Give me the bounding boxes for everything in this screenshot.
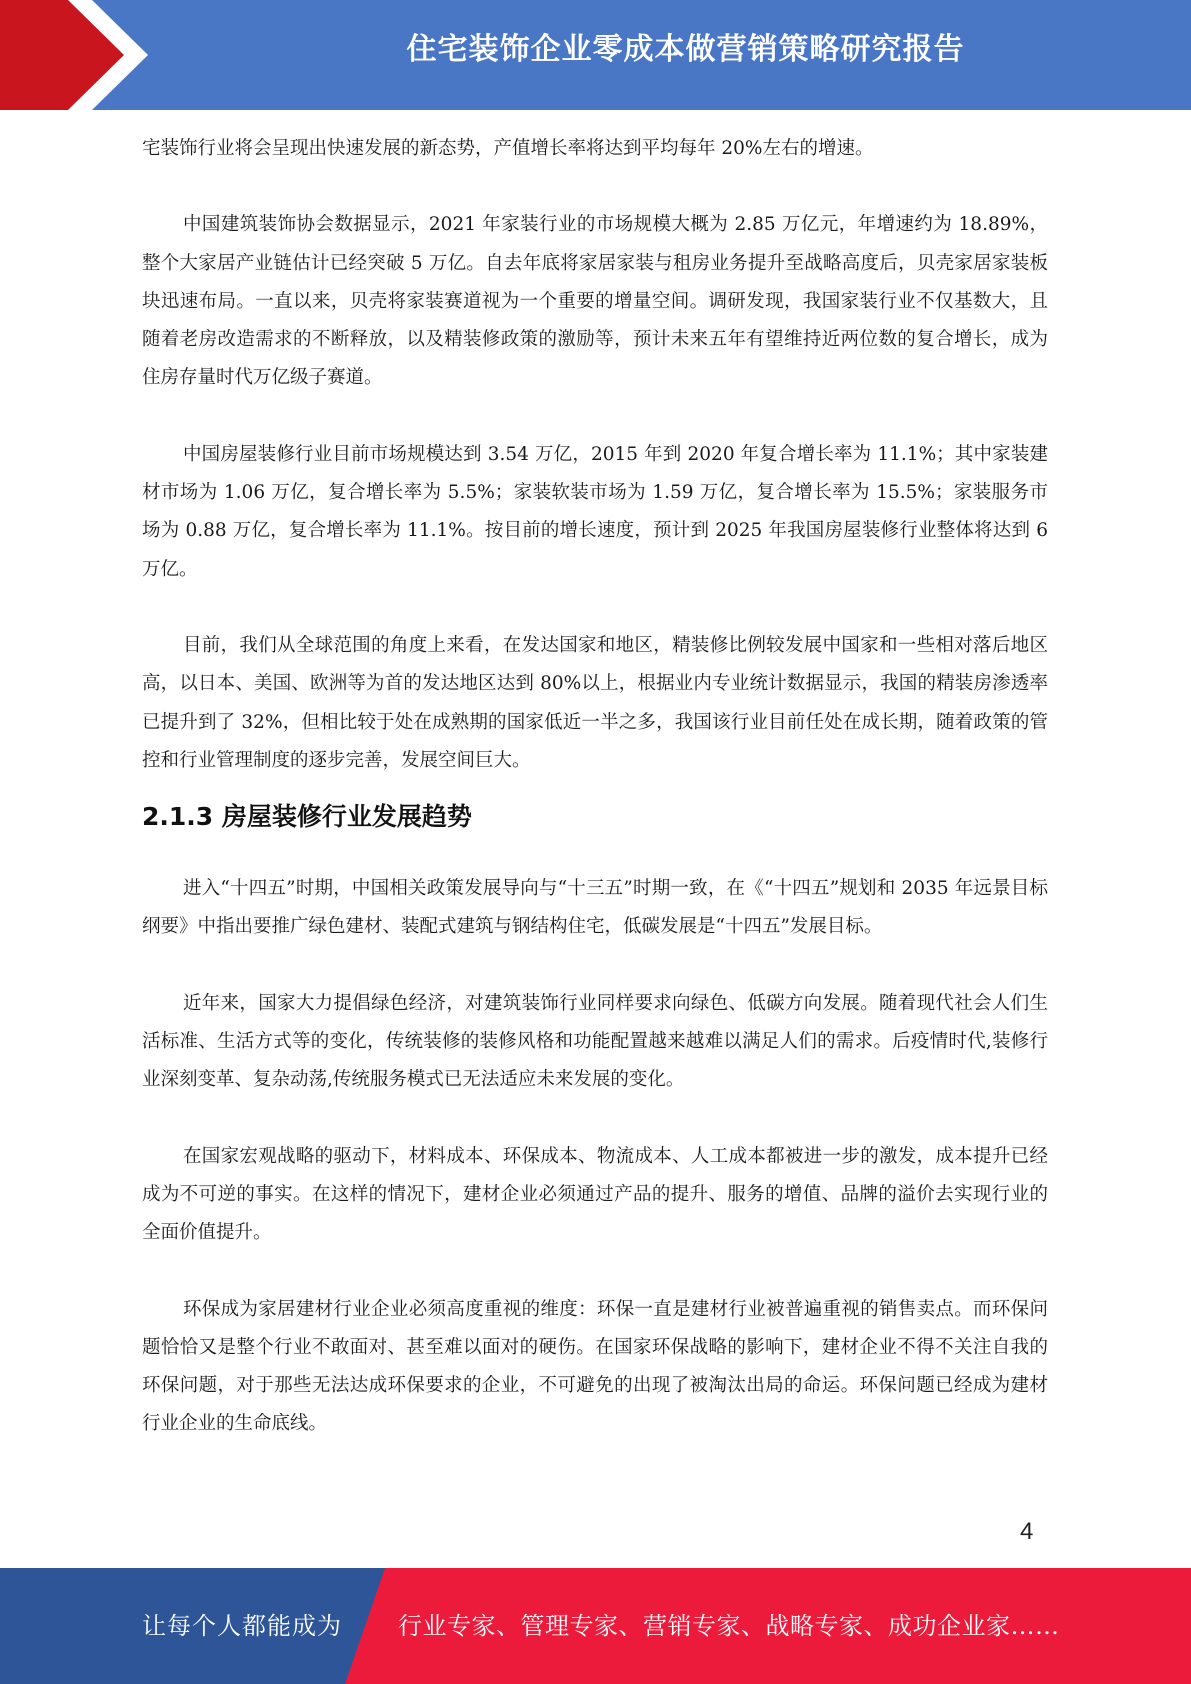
paragraph: 环保成为家居建材行业企业必须高度重视的维度：环保一直是建材行业被普遍重视的销售卖点。而环保问题恰恰又是整个行业不敢面对、甚至难以面对的硬伤。在国家环保战略的影响下，建材企业不得不关注自我的环保问题，对于那些无法达成环保要求的企业，不可避免的出现了被淘汰出局的命运。环保问题已经成为建材行业企业的生命底线。: [142, 1298, 1048, 1435]
paragraph: 中国建筑装饰协会数据显示，2021 年家装行业的市场规模大概为 2.85 万亿元，年增速约为 18.89%，整个大家居产业链估计已经突破 5 万亿。自去年底将家居家装与租房业务提升至战略高度后，贝壳家居家装板块迅速布局。一直以来，贝壳将家装赛道视为一个重要的增量空间。调研发现，我国家装行业不仅基数大，且随着老房改造需求的不断释放，以及精装修政策的激励等，预计未来五年有望维持近两位数的复合增长，成为住房存量时代万亿级子赛道。: [142, 214, 1048, 389]
page-body: [142, 130, 1048, 1444]
page-footer: [0, 1568, 1191, 1684]
paragraph: 近年来，国家大力提倡绿色经济，对建筑装饰行业同样要求向绿色、低碳方向发展。随着现代社会人们生活标准、生活方式等的变化，传统装修的装修风格和功能配置越来越难以满足人们的需求。后疫情时代,装修行业深刻变革、复杂动荡,传统服务模式已无法适应未来发展的变化。: [142, 992, 1048, 1091]
section-heading: 2.1.3 房屋装修行业发展趋势: [142, 802, 472, 832]
paragraph: 进入“十四五”时期，中国相关政策发展导向与“十三五”时期一致，在《“十四五”规划和 2035 年远景目标纲要》中指出要推广绿色建材、装配式建筑与钢结构住宅，低碳发展是“十四五”发展目标。: [142, 878, 1048, 938]
footer-slogan-left: 让每个人都能成为: [142, 1612, 342, 1640]
paragraph: 中国房屋装修行业目前市场规模达到 3.54 万亿，2015 年到 2020 年复合增长率为 11.1%；其中家装建材市场为 1.06 万亿，复合增长率为 5.5%；家装软装市场为 1.59 万亿，复合增长率为 15.5%；家装服务市场为 0.88 万亿，复合增长率为 11.1%。按目前的增长速度，预计到 2025 年我国房屋装修行业整体将达到 6 万亿。: [142, 443, 1048, 580]
document-title: 住宅装饰企业零成本做营销策略研究报告: [406, 32, 965, 67]
paragraph: 在国家宏观战略的驱动下，材料成本、环保成本、物流成本、人工成本都被进一步的激发，成本提升已经成为不可逆的事实。在这样的情况下，建材企业必须通过产品的提升、服务的增值、品牌的溢价去实现行业的全面价值提升。: [142, 1145, 1048, 1244]
footer-slogan-right: 行业专家、管理专家、营销专家、战略专家、成功企业家……: [398, 1612, 1060, 1640]
paragraph: 目前，我们从全球范围的角度上来看，在发达国家和地区，精装修比例较发展中国家和一些相对落后地区高，以日本、美国、欧洲等为首的发达地区达到 80%以上，根据业内专业统计数据显示，我国的精装房渗透率已提升到了 32%，但相比较于处在成熟期的国家低近一半之多，我国该行业目前任处在成长期，随着政策的管控和行业管理制度的逐步完善，发展空间巨大。: [142, 634, 1048, 771]
page-number: 4: [1020, 1518, 1034, 1545]
paragraph: 宅装饰行业将会呈现出快速发展的新态势，产值增长率将达到平均每年 20%左右的增速。: [142, 138, 874, 159]
page-header: [0, 0, 1191, 110]
